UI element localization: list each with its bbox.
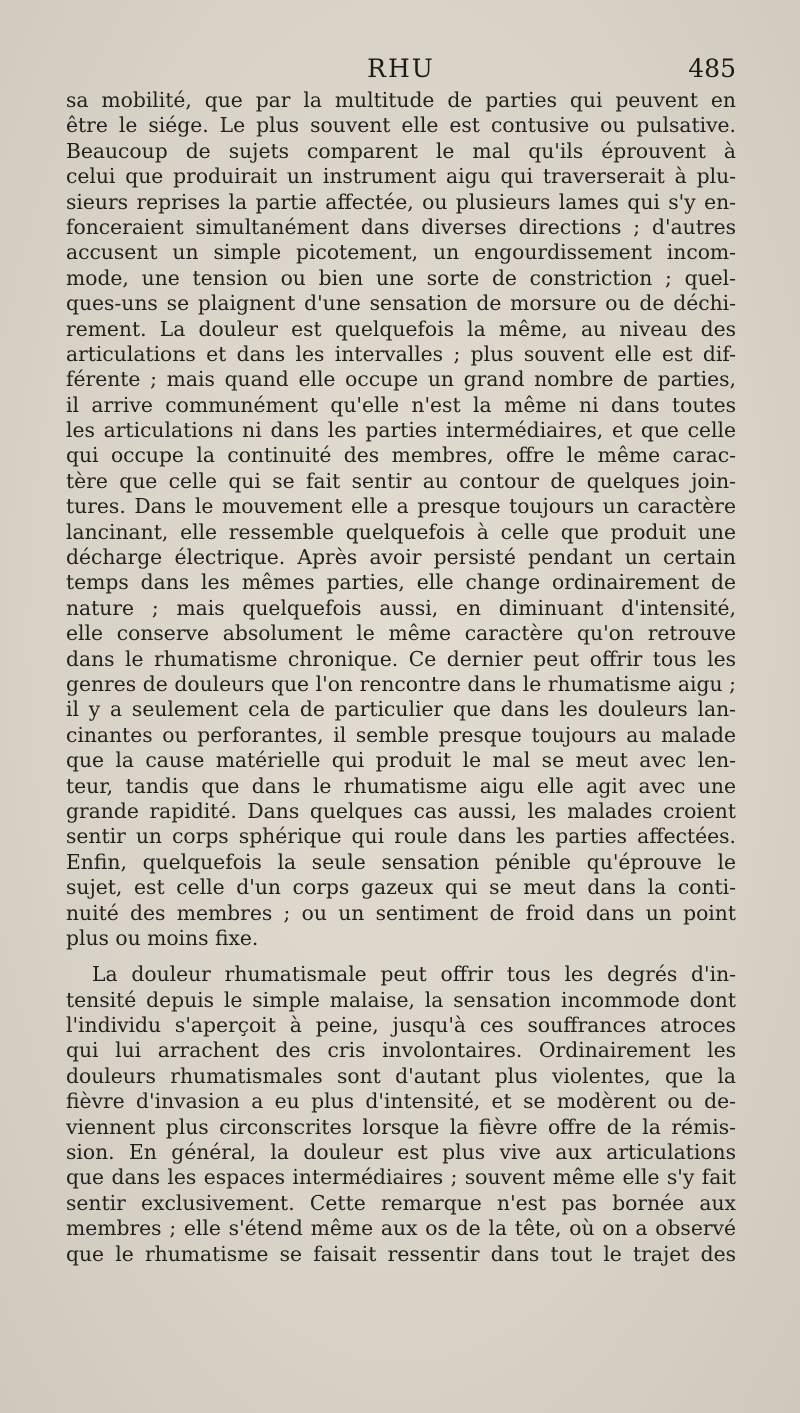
text-line: qui occupe la continuité des membres, offre le même carac- bbox=[66, 443, 736, 468]
text-line: il arrive communément qu'elle n'est la même ni dans toutes bbox=[66, 392, 736, 417]
text-line: lancinant, elle ressemble quelquefois à celle que produit une bbox=[66, 519, 736, 544]
text-line: sa mobilité, que par la multitude de parties qui peuvent en bbox=[66, 88, 736, 112]
text-line: La douleur rhumatismale peut offrir tous les degrés d'in- bbox=[92, 962, 736, 987]
text-line: sion. En général, la douleur est plus vive aux articulations bbox=[66, 1140, 736, 1165]
text-line: il y a seulement cela de particulier que dans les douleurs lan- bbox=[66, 697, 736, 722]
paragraph-gap bbox=[66, 951, 736, 962]
text-line: sentir un corps sphérique qui roule dans les parties affectées. bbox=[66, 824, 736, 849]
text-line: articulations et dans les intervalles ; plus souvent elle est dif- bbox=[66, 341, 736, 366]
text-line: que dans les espaces intermédiaires ; souvent même elle s'y fait bbox=[66, 1165, 736, 1190]
text-line: qui lui arrachent des cris involontaires. Ordinairement les bbox=[66, 1038, 736, 1063]
text-line: temps dans les mêmes parties, elle change ordinairement de bbox=[66, 570, 736, 595]
body-text bbox=[66, 88, 736, 1267]
text-line: fonceraient simultanément dans diverses directions ; d'autres bbox=[66, 214, 736, 239]
paragraph-2 bbox=[66, 962, 736, 1267]
page-number: 485 bbox=[688, 54, 736, 83]
text-line: tures. Dans le mouvement elle a presque toujours un caractère bbox=[66, 494, 736, 519]
text-line: genres de douleurs que l'on rencontre dans le rhumatisme aigu ; bbox=[66, 671, 736, 696]
text-line: nuité des membres ; ou un sentiment de froid dans un point bbox=[66, 900, 736, 925]
text-line: les articulations ni dans les parties intermédiaires, et que celle bbox=[66, 418, 736, 443]
text-line: viennent plus circonscrites lorsque la fièvre offre de la rémis- bbox=[66, 1114, 736, 1139]
text-line: celui que produirait un instrument aigu qui traverserait à plu- bbox=[66, 164, 736, 189]
running-head-title: RHU bbox=[367, 54, 435, 83]
text-line: décharge électrique. Après avoir persisté pendant un certain bbox=[66, 545, 736, 570]
text-line: tensité depuis le simple malaise, la sensation incommode dont bbox=[66, 987, 736, 1012]
paragraph-1 bbox=[66, 88, 736, 951]
text-line: rement. La douleur est quelquefois la même, au niveau des bbox=[66, 316, 736, 341]
text-line: plus ou moins fixe. bbox=[66, 925, 259, 950]
text-line: sujet, est celle d'un corps gazeux qui se meut dans la conti- bbox=[66, 875, 736, 900]
text-line: que la cause matérielle qui produit le mal se meut avec len- bbox=[66, 748, 736, 773]
text-line: elle conserve absolument le même caractère qu'on retrouve bbox=[66, 621, 736, 646]
text-line: teur, tandis que dans le rhumatisme aigu elle agit avec une bbox=[66, 773, 736, 798]
text-line: férente ; mais quand elle occupe un grand nombre de parties, bbox=[66, 367, 736, 392]
text-line: cinantes ou perforantes, il semble presque toujours au malade bbox=[66, 722, 736, 747]
running-head bbox=[66, 54, 736, 88]
text-line: fièvre d'invasion a eu plus d'intensité, et se modèrent ou de- bbox=[66, 1089, 736, 1114]
text-line: accusent un simple picotement, un engourdissement incom- bbox=[66, 240, 736, 265]
text-line: Enfin, quelquefois la seule sensation pénible qu'éprouve le bbox=[66, 849, 736, 874]
text-line: que le rhumatisme se faisait ressentir dans tout le trajet des bbox=[66, 1241, 736, 1266]
text-line: mode, une tension ou bien une sorte de constriction ; quel- bbox=[66, 265, 736, 290]
text-line: grande rapidité. Dans quelques cas aussi, les malades croient bbox=[66, 798, 736, 823]
text-line: sieurs reprises la partie affectée, ou plusieurs lames qui s'y en- bbox=[66, 189, 736, 214]
text-line: sentir exclusivement. Cette remarque n'est pas bornée aux bbox=[66, 1190, 736, 1215]
text-line: douleurs rhumatismales sont d'autant plus violentes, que la bbox=[66, 1063, 736, 1088]
text-line: Beaucoup de sujets comparent le mal qu'ils éprouvent à bbox=[66, 138, 736, 163]
text-line: ques-uns se plaignent d'une sensation de morsure ou de déchi- bbox=[66, 291, 736, 316]
text-line: être le siége. Le plus souvent elle est contusive ou pulsative. bbox=[66, 113, 736, 138]
text-line: membres ; elle s'étend même aux os de la tête, où on a observé bbox=[66, 1216, 736, 1241]
text-line: nature ; mais quelquefois aussi, en diminuant d'intensité, bbox=[66, 595, 736, 620]
text-line: tère que celle qui se fait sentir au contour de quelques join- bbox=[66, 468, 736, 493]
text-line: l'individu s'aperçoit à peine, jusqu'à ces souffrances atroces bbox=[66, 1013, 736, 1038]
text-line: dans le rhumatisme chronique. Ce dernier peut offrir tous les bbox=[66, 646, 736, 671]
